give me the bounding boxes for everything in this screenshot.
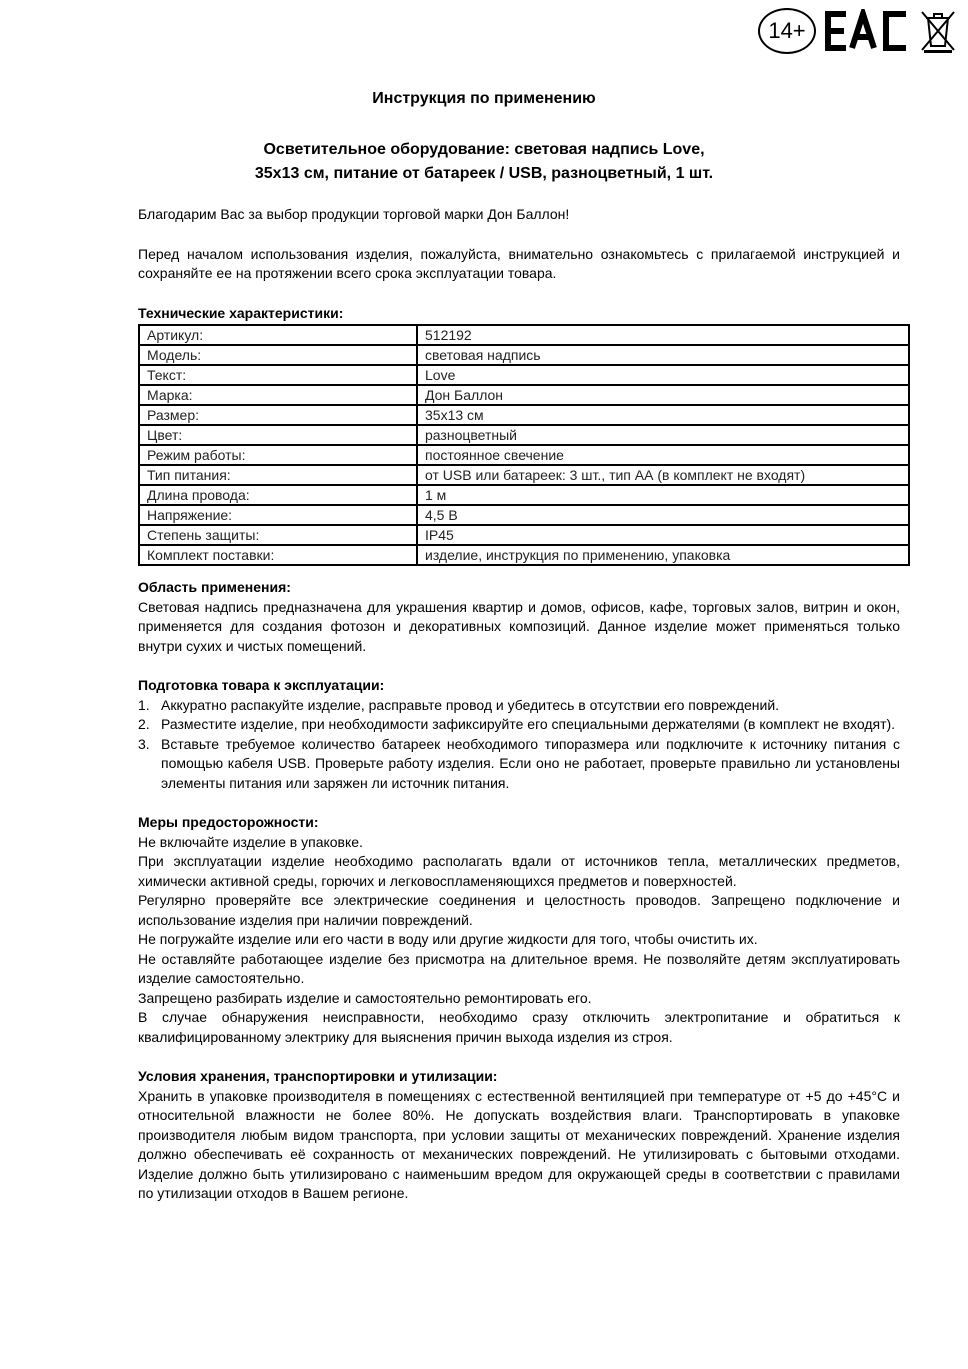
age-rating-text: 14+ [768,18,806,43]
table-row [139,325,909,345]
preparation-heading: Подготовка товара к эксплуатации: [138,677,385,693]
age-rating-badge [758,8,816,54]
table-row [139,365,909,385]
table-row [139,445,909,465]
product-title-line: Осветительное оборудование: световая надпись Love, [263,141,705,158]
spec-value: 35х13 см [417,405,909,425]
spec-label: Модель: [139,345,417,365]
table-row [139,465,909,485]
precaution-line: В случае обнаружения неисправности, необходимо сразу отключить электропитание и обратиться к квалифицированному электрику для выяснения причин выхода изделия из строя. [138,1009,900,1045]
table-row [139,345,909,365]
precaution-line: При эксплуатации изделие необходимо располагать вдали от источников тепла, металлических предметов, химически активной среды, горючих и легковоспламеняющихся предметов и поверхностей. [138,853,900,889]
spec-label: Напряжение: [139,505,417,525]
table-row [139,425,909,445]
intro-thanks: Благодарим Вас за выбор продукции торговой марки Дон Баллон! [138,206,570,222]
spec-label: Длина провода: [139,485,417,505]
precautions-heading: Меры предосторожности: [138,814,319,830]
list-item [138,715,900,735]
spec-label: Текст: [139,365,417,385]
storage-text: Хранить в упаковке производителя в помещениях с естественной вентиляцией при температуре от +5 до +45°С и относительной влажности не более 80%. Не допускать воздействия влаги. Транспортировать в упаковке производителя любым видом транспорта, при условии защиты от механических повреждений. Хранение изделия должно обеспечивать её сохранность от механических повреждений. Не утилизировать с бытовыми отходами. Изделие должно быть утилизировано с наименьшим вредом для окружающей среды в соответствии с правилами по утилизации отходов в Вашем регионе. [138,1087,900,1201]
spec-value: Дон Баллон [417,385,909,405]
spec-value: разноцветный [417,425,909,445]
spec-value: Love [417,365,909,385]
product-title [0,138,968,186]
spec-value: от USB или батареек: 3 шт., тип АА (в комплект не входят) [417,465,909,485]
list-number: 1. [138,696,150,713]
specs-heading: Технические характеристики: [138,304,344,321]
preparation-list [138,696,900,794]
table-row [139,545,909,565]
spec-label: Марка: [139,385,417,405]
crossed-bin-icon [918,8,958,54]
list-text: Вставьте требуемое количество батареек необходимого типоразмера или подключите к источнику питания с помощью кабеля USB. Проверьте работу изделия. Если оно не работает, проверьте правильно ли установлены элементы питания или заряжен ли источник питания. [161,735,900,791]
list-item [138,696,900,716]
table-row [139,385,909,405]
spec-label: Тип питания: [139,465,417,485]
header-logos [758,8,958,54]
precaution-line: Запрещено разбирать изделие и самостоятельно ремонтировать его. [138,989,592,1006]
spec-value: IP45 [417,525,909,545]
table-row [139,485,909,505]
usage-heading: Область применения: [138,579,291,595]
precaution-line: Регулярно проверяйте все электрические соединения и целостность проводов. Запрещено подключение и использование изделия при наличии повреждений. [138,892,900,928]
list-text: Аккуратно распакуйте изделие, расправьте провод и убедитесь в отсутствии его повреждений. [161,696,780,713]
eac-mark-icon [822,9,912,53]
page-title: Инструкция по применению [372,90,596,107]
spec-value: изделие, инструкция по применению, упаковка [417,545,909,565]
table-row [139,405,909,425]
spec-label: Степень защиты: [139,525,417,545]
spec-label: Размер: [139,405,417,425]
spec-value: постоянное свечение [417,445,909,465]
list-item [138,735,900,794]
precaution-line: Не погружайте изделие или его части в воду или другие жидкости для того, чтобы очистить их. [138,931,758,947]
intro-notice: Перед началом использования изделия, пожалуйста, внимательно ознакомьтесь с прилагаемой инструкцией и сохраняйте ее на протяжении всего срока эксплуатации товара. [138,245,900,281]
list-text: Разместите изделие, при необходимости зафиксируйте его специальными держателями (в комплект не входят). [161,716,896,732]
product-title-line: 35х13 см, питание от батареек / USB, разноцветный, 1 шт. [254,165,714,182]
table-row [139,505,909,525]
table-row [139,525,909,545]
storage-heading: Условия хранения, транспортировки и утилизации: [138,1068,498,1084]
list-number: 2. [138,716,150,732]
precaution-line: Не включайте изделие в упаковке. [138,833,363,850]
list-number: 3. [138,735,150,752]
spec-value: световая надпись [417,345,909,365]
spec-value: 1 м [417,485,909,505]
usage-text: Световая надпись предназначена для украшения квартир и домов, офисов, кафе, торговых залов, витрин и окон, применяется для создания фотозон и декоративных композиций. Данное изделие может применяться только внутри сухих и чистых помещений. [138,598,900,654]
instruction-body [138,205,900,1204]
spec-label: Режим работы: [139,445,417,465]
spec-label: Цвет: [139,425,417,445]
spec-label: Артикул: [139,325,417,345]
specs-table [138,324,910,566]
spec-value: 512192 [417,325,909,345]
spec-value: 4,5 В [417,505,909,525]
spec-label: Комплект поставки: [139,545,417,565]
precaution-line: Не оставляйте работающее изделие без присмотра на длительное время. Не позволяйте детям эксплуатировать изделие самостоятельно. [138,950,900,986]
